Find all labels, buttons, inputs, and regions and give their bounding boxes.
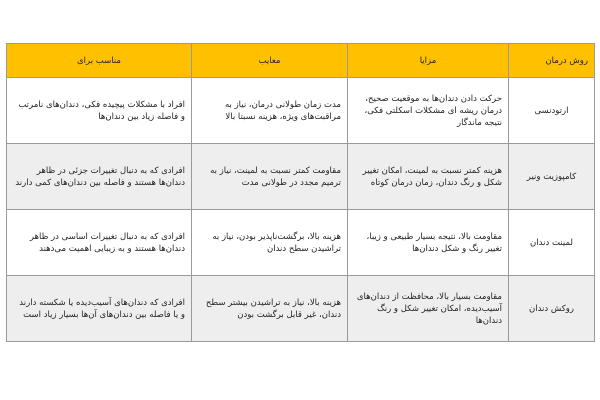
cell-disadvantages: مقاومت کمتر نسبت به لمینت، نیاز به ترمیم مجدد در طولانی مدت <box>192 144 348 210</box>
table-header <box>7 44 595 78</box>
cell-disadvantages: مدت زمان طولانی درمان، نیاز به مراقبت‌های ویژه، هزینه نسبتا بالا <box>192 78 348 144</box>
header-row <box>7 44 595 78</box>
table-row <box>7 276 595 342</box>
cell-method: روکش دندان <box>509 276 595 342</box>
header-disadvantages: معایب <box>192 44 348 78</box>
cell-advantages: حرکت دادن دندان‌ها به موقعیت صحیح، درمان ریشه ای مشکلات اسکلتی فکی، نتیجه ماندگار <box>348 78 509 144</box>
treatment-comparison-table <box>6 43 595 342</box>
table-row <box>7 78 595 144</box>
cell-advantages: مقاومت بسیار بالا، محافظت از دندان‌های آسیب‌دیده، امکان تغییر شکل و رنگ دندان‌ها <box>348 276 509 342</box>
cell-suitable-for: افراد با مشکلات پیچیده فکی، دندان‌های نامرتب و فاصله زیاد بین دندان‌ها <box>7 78 192 144</box>
cell-advantages: مقاومت بالا، نتیجه بسیار طبیعی و زیبا، تغییر رنگ و شکل دندان‌ها <box>348 210 509 276</box>
cell-suitable-for: افرادی که به دنبال تغییرات اساسی در ظاهر دندان‌ها هستند و به زیبایی اهمیت می‌دهند <box>7 210 192 276</box>
table-row <box>7 210 595 276</box>
cell-advantages: هزینه کمتر نسبت به لمینت، امکان تغییر شکل و رنگ دندان، زمان درمان کوتاه <box>348 144 509 210</box>
cell-suitable-for: افرادی که دندان‌های آسیب‌دیده یا شکسته دارند و یا فاصله بین دندان‌های آن‌ها بسیار زیاد است <box>7 276 192 342</box>
table-body <box>7 78 595 342</box>
cell-disadvantages: هزینه بالا، نیاز به تراشیدن بیشتر سطح دندان، غیر قابل برگشت بودن <box>192 276 348 342</box>
cell-disadvantages: هزینه بالا، برگشت‌ناپذیر بودن، نیاز به تراشیدن سطح دندان <box>192 210 348 276</box>
header-advantages: مزایا <box>348 44 509 78</box>
header-method: روش درمان <box>509 44 595 78</box>
header-suitable-for: مناسب برای <box>7 44 192 78</box>
cell-method: ارتودنسی <box>509 78 595 144</box>
cell-method: لمینت دندان <box>509 210 595 276</box>
cell-method: کامپوزیت ونیر <box>509 144 595 210</box>
table-row <box>7 144 595 210</box>
cell-suitable-for: افرادی که به دنبال تغییرات جزئی در ظاهر دندان‌ها هستند و فاصله بین دندان‌های کمی دارند <box>7 144 192 210</box>
